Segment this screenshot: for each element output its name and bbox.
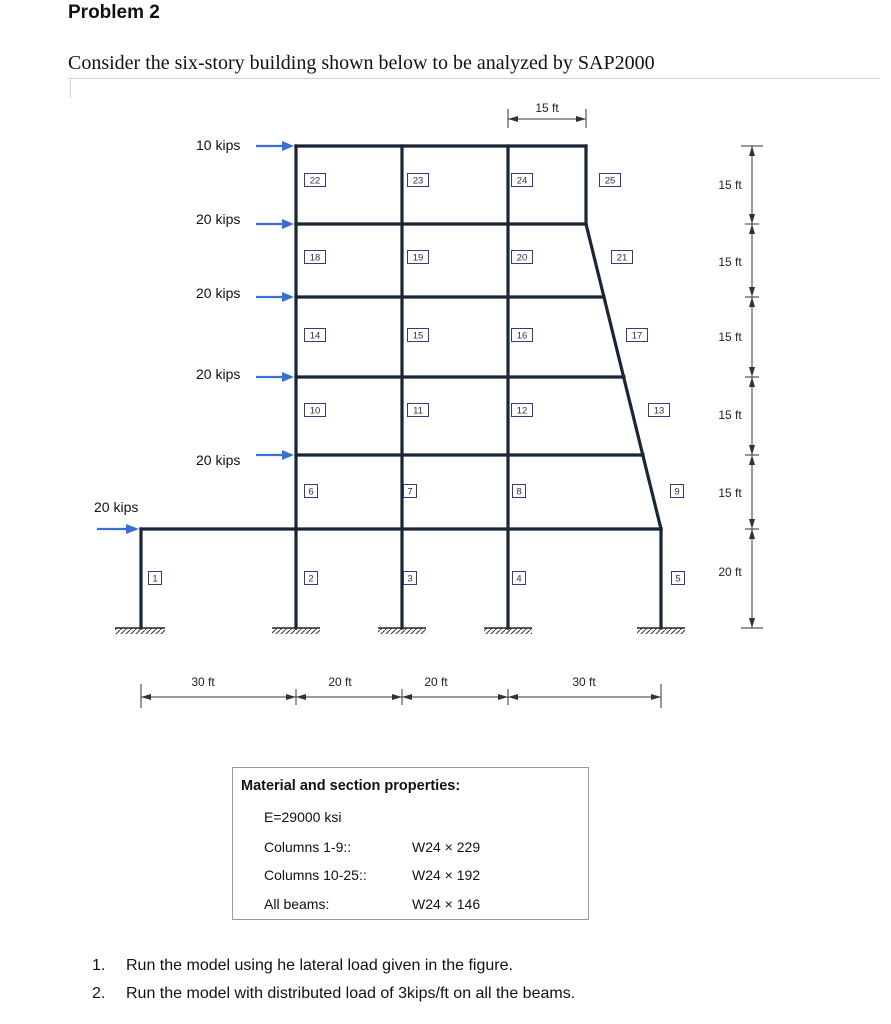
task-text: Run the model using he lateral load given in the figure. [126,957,513,974]
top-bay-dimension: 15 ft [535,101,559,115]
member-label-10 [305,404,326,417]
member-label-20 [512,251,533,264]
load-label-level-1: 20 kips [94,499,139,515]
bay-width-4: 30 ft [572,675,596,689]
svg-text:11: 11 [413,405,423,417]
story-height-4: 15 ft [718,330,742,344]
properties-box [232,767,589,920]
member-label-25 [600,174,621,187]
svg-text:1: 1 [152,573,158,585]
load-arrow-roof [256,141,294,151]
bay-width-2: 20 ft [328,675,352,689]
member-label-12 [512,404,533,417]
problem-heading: Problem 2 [68,2,160,23]
load-label-roof: 10 kips [196,137,241,153]
member-label-6 [305,485,318,498]
svg-text:19: 19 [412,252,424,264]
svg-text:6: 6 [308,486,314,498]
member-label-21 [612,251,633,264]
load-arrow-level-1 [97,524,139,534]
problem-intro: Consider the six-story building shown below to be analyzed by SAP2000 [68,52,655,74]
load-arrow-level-2 [256,450,294,460]
svg-text:17: 17 [631,330,643,342]
svg-text:24: 24 [516,175,528,187]
properties-title: Material and section properties: [241,778,461,794]
member-label-1 [149,572,162,585]
member-label-18 [305,251,326,264]
svg-text:7: 7 [407,486,413,498]
member-label-11 [408,404,429,417]
fixed-support-4 [484,628,532,634]
member-label-15 [408,329,429,342]
story-height-5: 15 ft [718,255,742,269]
task-number: 1. [92,957,106,974]
svg-text:23: 23 [412,175,424,187]
member-label-7 [404,485,417,498]
task-number: 2. [92,985,106,1002]
member-label-5 [672,572,685,585]
member-label-8 [513,485,526,498]
property-value-columns-10-25: W24 × 192 [412,867,481,883]
load-arrow-level-3 [256,372,294,382]
load-label-level-4: 20 kips [196,285,241,301]
fixed-support-2 [272,628,320,634]
property-label-beams: All beams: [264,896,330,912]
fixed-support-3 [378,628,426,634]
property-value-beams: W24 × 146 [412,896,481,912]
story-height-3: 15 ft [718,408,742,422]
load-arrow-level-5 [256,219,294,229]
member-label-23 [408,174,429,187]
member-label-13 [649,404,670,417]
svg-text:4: 4 [516,573,522,585]
task-item [92,952,575,980]
svg-text:18: 18 [309,252,321,264]
svg-text:22: 22 [309,175,321,187]
member-label-9 [671,485,684,498]
fixed-support-1 [115,628,165,634]
load-label-level-3: 20 kips [196,366,241,382]
load-label-level-5: 20 kips [196,211,241,227]
load-label-level-2: 20 kips [196,452,241,468]
svg-text:10: 10 [309,405,321,417]
svg-text:9: 9 [674,486,680,498]
member-label-3 [404,572,417,585]
task-item [92,980,575,1008]
member-label-24 [512,174,533,187]
svg-text:20: 20 [516,252,528,264]
property-value-columns-1-9: W24 × 229 [412,839,481,855]
story-height-1: 20 ft [718,565,742,579]
svg-text:15: 15 [412,330,424,342]
member-label-4 [513,572,526,585]
property-label-columns-1-9: Columns 1-9:: [264,839,352,855]
svg-text:13: 13 [653,405,665,417]
member-label-19 [408,251,429,264]
member-label-14 [305,329,326,342]
property-label-columns-10-25: Columns 10-25:: [264,867,367,883]
story-height-2: 15 ft [718,486,742,500]
load-arrow-level-4 [256,292,294,302]
task-list [92,952,575,1008]
svg-text:21: 21 [616,252,628,264]
member-label-17 [627,329,648,342]
modulus-label: E=29000 ksi [264,809,342,825]
svg-text:12: 12 [516,405,528,417]
svg-text:8: 8 [516,486,522,498]
member-label-16 [512,329,533,342]
svg-text:25: 25 [604,175,616,187]
bay-width-1: 30 ft [191,675,215,689]
svg-text:2: 2 [308,573,314,585]
svg-text:14: 14 [309,330,321,342]
fixed-support-5 [637,628,685,634]
svg-text:3: 3 [407,573,413,585]
story-height-6: 15 ft [718,178,742,192]
bay-width-3: 20 ft [424,675,448,689]
svg-text:16: 16 [516,330,528,342]
task-text: Run the model with distributed load of 3kips/ft on all the beams. [126,985,576,1002]
member-label-22 [305,174,326,187]
member-label-2 [305,572,318,585]
svg-text:5: 5 [675,573,681,585]
